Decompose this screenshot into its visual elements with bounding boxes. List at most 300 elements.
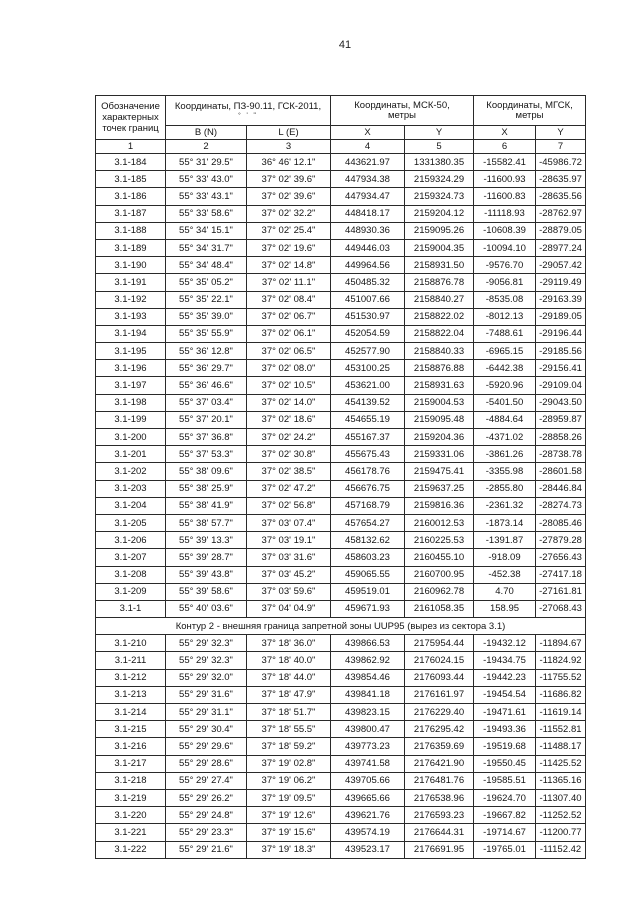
table-row xyxy=(96,789,586,806)
cell-msk-x: 439523.17 xyxy=(331,841,405,858)
cell-mgsk-y: -28085.46 xyxy=(536,514,586,531)
cell-msk-x: 458132.62 xyxy=(331,532,405,549)
table-row xyxy=(96,377,586,394)
table-row xyxy=(96,188,586,205)
cell-lon-l: 37° 02' 18.6" xyxy=(247,411,331,428)
header-sub-mgsk-y: Y xyxy=(536,126,586,140)
cell-mgsk-y: -11488.17 xyxy=(536,738,586,755)
cell-lat-b: 55° 35' 22.1" xyxy=(166,291,247,308)
cell-lat-b: 55° 38' 09.6" xyxy=(166,463,247,480)
cell-msk-x: 439800.47 xyxy=(331,721,405,738)
cell-lon-l: 37° 02' 32.2" xyxy=(247,205,331,222)
cell-mgsk-y: -11686.82 xyxy=(536,686,586,703)
cell-lat-b: 55° 37' 03.4" xyxy=(166,394,247,411)
cell-mgsk-x: -2855.80 xyxy=(474,480,536,497)
cell-mgsk-x: -918.09 xyxy=(474,549,536,566)
cell-mgsk-y: -29057.42 xyxy=(536,257,586,274)
cell-point-id: 3.1-190 xyxy=(96,257,166,274)
table-row xyxy=(96,738,586,755)
cell-msk-x: 447934.47 xyxy=(331,188,405,205)
cell-mgsk-x: -8012.13 xyxy=(474,308,536,325)
cell-lat-b: 55° 39' 28.7" xyxy=(166,549,247,566)
header-sub-msk-x: X xyxy=(331,126,405,140)
cell-mgsk-x: -19714.67 xyxy=(474,824,536,841)
cell-mgsk-x: -19493.36 xyxy=(474,721,536,738)
table-row xyxy=(96,652,586,669)
cell-mgsk-x: -19667.82 xyxy=(474,807,536,824)
cell-msk-x: 450485.32 xyxy=(331,274,405,291)
cell-msk-y: 2176481.76 xyxy=(405,772,474,789)
header-row-subcolumns xyxy=(96,126,586,140)
cell-mgsk-x: -4371.02 xyxy=(474,429,536,446)
table-row xyxy=(96,583,586,600)
cell-mgsk-x: -19434.75 xyxy=(474,652,536,669)
header-group-pz90-units: ° ' " xyxy=(238,112,258,119)
table-row xyxy=(96,532,586,549)
cell-msk-x: 454139.52 xyxy=(331,394,405,411)
cell-lon-l: 37° 18' 44.0" xyxy=(247,669,331,686)
cell-mgsk-x: -452.38 xyxy=(474,566,536,583)
cell-point-id: 3.1-203 xyxy=(96,480,166,497)
cell-mgsk-y: -29043.50 xyxy=(536,394,586,411)
header-sub-msk-y: Y xyxy=(405,126,474,140)
cell-msk-y: 2158822.04 xyxy=(405,325,474,342)
cell-lon-l: 37° 02' 06.1" xyxy=(247,325,331,342)
cell-lon-l: 37° 18' 47.9" xyxy=(247,686,331,703)
cell-mgsk-x: -19585.51 xyxy=(474,772,536,789)
cell-lat-b: 55° 38' 25.9" xyxy=(166,480,247,497)
cell-msk-x: 439705.66 xyxy=(331,772,405,789)
cell-msk-y: 2159095.26 xyxy=(405,222,474,239)
cell-msk-y: 1331380.35 xyxy=(405,154,474,171)
cell-lon-l: 37° 03' 45.2" xyxy=(247,566,331,583)
cell-lat-b: 55° 33' 43.1" xyxy=(166,188,247,205)
cell-mgsk-x: -15582.41 xyxy=(474,154,536,171)
cell-msk-x: 459519.01 xyxy=(331,583,405,600)
cell-msk-y: 2159324.73 xyxy=(405,188,474,205)
table-row xyxy=(96,704,586,721)
cell-mgsk-x: -19432.12 xyxy=(474,635,536,652)
cell-point-id: 3.1-1 xyxy=(96,600,166,617)
cell-mgsk-y: -11894.67 xyxy=(536,635,586,652)
table-row xyxy=(96,600,586,617)
cell-point-id: 3.1-201 xyxy=(96,446,166,463)
cell-point-id: 3.1-213 xyxy=(96,686,166,703)
table-row xyxy=(96,291,586,308)
cell-msk-y: 2158840.33 xyxy=(405,343,474,360)
cell-msk-x: 439773.23 xyxy=(331,738,405,755)
section-row xyxy=(96,618,586,635)
column-number: 7 xyxy=(536,140,586,154)
cell-lat-b: 55° 29' 26.2" xyxy=(166,789,247,806)
cell-msk-y: 2160455.10 xyxy=(405,549,474,566)
cell-mgsk-x: -19519.68 xyxy=(474,738,536,755)
cell-msk-x: 453100.25 xyxy=(331,360,405,377)
cell-msk-x: 439741.58 xyxy=(331,755,405,772)
table-header xyxy=(96,96,586,154)
cell-mgsk-x: -9576.70 xyxy=(474,257,536,274)
table-row xyxy=(96,669,586,686)
cell-mgsk-y: -28446.84 xyxy=(536,480,586,497)
cell-lat-b: 55° 29' 27.4" xyxy=(166,772,247,789)
cell-point-id: 3.1-191 xyxy=(96,274,166,291)
cell-point-id: 3.1-209 xyxy=(96,583,166,600)
cell-msk-y: 2160962.78 xyxy=(405,583,474,600)
cell-mgsk-y: -29119.49 xyxy=(536,274,586,291)
header-group-msk50-units: метры xyxy=(388,110,416,121)
cell-lat-b: 55° 29' 32.0" xyxy=(166,669,247,686)
cell-lat-b: 55° 38' 57.7" xyxy=(166,514,247,531)
cell-lon-l: 37° 02' 06.5" xyxy=(247,343,331,360)
cell-mgsk-y: -28635.97 xyxy=(536,171,586,188)
cell-lon-l: 37° 18' 59.2" xyxy=(247,738,331,755)
cell-lat-b: 55° 38' 41.9" xyxy=(166,497,247,514)
cell-lat-b: 55° 36' 12.8" xyxy=(166,343,247,360)
cell-point-id: 3.1-194 xyxy=(96,325,166,342)
cell-lon-l: 37° 03' 31.6" xyxy=(247,549,331,566)
cell-lat-b: 55° 36' 46.6" xyxy=(166,377,247,394)
cell-mgsk-y: -27161.81 xyxy=(536,583,586,600)
table-row xyxy=(96,222,586,239)
cell-mgsk-x: -19765.01 xyxy=(474,841,536,858)
cell-msk-x: 452054.59 xyxy=(331,325,405,342)
cell-msk-y: 2176593.23 xyxy=(405,807,474,824)
cell-mgsk-x: -7488.61 xyxy=(474,325,536,342)
cell-mgsk-y: -28879.05 xyxy=(536,222,586,239)
cell-mgsk-x: -8535.08 xyxy=(474,291,536,308)
table-row xyxy=(96,497,586,514)
cell-lon-l: 37° 02' 08.4" xyxy=(247,291,331,308)
cell-msk-x: 439841.18 xyxy=(331,686,405,703)
cell-point-id: 3.1-197 xyxy=(96,377,166,394)
cell-mgsk-y: -27417.18 xyxy=(536,566,586,583)
cell-point-id: 3.1-199 xyxy=(96,411,166,428)
cell-msk-x: 456178.76 xyxy=(331,463,405,480)
cell-msk-y: 2176093.44 xyxy=(405,669,474,686)
cell-point-id: 3.1-215 xyxy=(96,721,166,738)
cell-msk-y: 2159204.12 xyxy=(405,205,474,222)
cell-mgsk-x: -1391.87 xyxy=(474,532,536,549)
column-number: 4 xyxy=(331,140,405,154)
cell-point-id: 3.1-198 xyxy=(96,394,166,411)
cell-lat-b: 55° 29' 31.6" xyxy=(166,686,247,703)
header-group-pz90 xyxy=(166,96,331,126)
cell-lon-l: 37° 02' 30.8" xyxy=(247,446,331,463)
cell-msk-y: 2175954.44 xyxy=(405,635,474,652)
cell-msk-x: 451007.66 xyxy=(331,291,405,308)
cell-lon-l: 37° 19' 02.8" xyxy=(247,755,331,772)
cell-point-id: 3.1-188 xyxy=(96,222,166,239)
cell-point-id: 3.1-205 xyxy=(96,514,166,531)
cell-point-id: 3.1-186 xyxy=(96,188,166,205)
cell-mgsk-y: -11252.52 xyxy=(536,807,586,824)
cell-lon-l: 37° 03' 19.1" xyxy=(247,532,331,549)
header-row-column-numbers xyxy=(96,140,586,154)
cell-lat-b: 55° 34' 31.7" xyxy=(166,239,247,256)
cell-mgsk-x: -1873.14 xyxy=(474,514,536,531)
cell-msk-y: 2159331.06 xyxy=(405,446,474,463)
cell-msk-x: 449446.03 xyxy=(331,239,405,256)
cell-point-id: 3.1-206 xyxy=(96,532,166,549)
cell-msk-y: 2159204.36 xyxy=(405,429,474,446)
cell-mgsk-y: -11619.14 xyxy=(536,704,586,721)
cell-mgsk-x: -3861.26 xyxy=(474,446,536,463)
cell-lon-l: 37° 19' 15.6" xyxy=(247,824,331,841)
cell-msk-x: 439823.15 xyxy=(331,704,405,721)
cell-msk-x: 439854.46 xyxy=(331,669,405,686)
cell-mgsk-y: -28959.87 xyxy=(536,411,586,428)
cell-msk-x: 454655.19 xyxy=(331,411,405,428)
cell-point-id: 3.1-221 xyxy=(96,824,166,841)
cell-msk-x: 448930.36 xyxy=(331,222,405,239)
cell-lon-l: 37° 02' 56.8" xyxy=(247,497,331,514)
cell-msk-y: 2158876.88 xyxy=(405,360,474,377)
table-row xyxy=(96,686,586,703)
cell-mgsk-x: 4.70 xyxy=(474,583,536,600)
cell-lon-l: 37° 03' 59.6" xyxy=(247,583,331,600)
cell-msk-y: 2159475.41 xyxy=(405,463,474,480)
cell-msk-x: 451530.97 xyxy=(331,308,405,325)
cell-msk-y: 2159004.35 xyxy=(405,239,474,256)
table-row xyxy=(96,480,586,497)
table-row xyxy=(96,394,586,411)
cell-msk-y: 2159637.25 xyxy=(405,480,474,497)
cell-msk-y: 2176644.31 xyxy=(405,824,474,841)
table-row xyxy=(96,274,586,291)
cell-point-id: 3.1-200 xyxy=(96,429,166,446)
cell-msk-x: 448418.17 xyxy=(331,205,405,222)
cell-point-id: 3.1-204 xyxy=(96,497,166,514)
cell-msk-y: 2176229.40 xyxy=(405,704,474,721)
cell-msk-y: 2158840.27 xyxy=(405,291,474,308)
cell-mgsk-x: -10608.39 xyxy=(474,222,536,239)
table-row xyxy=(96,429,586,446)
cell-mgsk-y: -29163.39 xyxy=(536,291,586,308)
cell-msk-y: 2159004.53 xyxy=(405,394,474,411)
header-group-mgsk xyxy=(474,96,586,126)
table-row xyxy=(96,566,586,583)
table-row xyxy=(96,325,586,342)
cell-point-id: 3.1-219 xyxy=(96,789,166,806)
table-row xyxy=(96,308,586,325)
cell-lon-l: 37° 02' 39.6" xyxy=(247,188,331,205)
page-number: 41 xyxy=(338,39,352,51)
cell-point-id: 3.1-193 xyxy=(96,308,166,325)
table-row xyxy=(96,721,586,738)
cell-msk-y: 2159324.29 xyxy=(405,171,474,188)
section-title: Контур 2 - внешняя граница запретной зоны UUP95 (вырез из сектора 3.1) xyxy=(96,618,586,635)
table-row xyxy=(96,154,586,171)
cell-mgsk-x: -4884.64 xyxy=(474,411,536,428)
cell-mgsk-x: -10094.10 xyxy=(474,239,536,256)
cell-mgsk-y: -27068.43 xyxy=(536,600,586,617)
cell-msk-x: 449964.56 xyxy=(331,257,405,274)
cell-mgsk-x: -19624.70 xyxy=(474,789,536,806)
cell-mgsk-y: -11152.42 xyxy=(536,841,586,858)
cell-msk-x: 455167.37 xyxy=(331,429,405,446)
cell-msk-y: 2161058.35 xyxy=(405,600,474,617)
column-number: 2 xyxy=(166,140,247,154)
column-number: 6 xyxy=(474,140,536,154)
cell-msk-x: 439621.76 xyxy=(331,807,405,824)
table-row xyxy=(96,514,586,531)
header-group-msk50-title: Координаты, МСК-50, xyxy=(354,100,450,111)
cell-mgsk-y: -29196.44 xyxy=(536,325,586,342)
cell-lon-l: 37° 02' 24.2" xyxy=(247,429,331,446)
cell-lon-l: 37° 02' 25.4" xyxy=(247,222,331,239)
cell-msk-x: 459065.55 xyxy=(331,566,405,583)
cell-lat-b: 55° 29' 29.6" xyxy=(166,738,247,755)
cell-msk-y: 2160225.53 xyxy=(405,532,474,549)
cell-lat-b: 55° 37' 20.1" xyxy=(166,411,247,428)
cell-mgsk-y: -11365.16 xyxy=(536,772,586,789)
column-number: 1 xyxy=(96,140,166,154)
cell-mgsk-y: -28738.78 xyxy=(536,446,586,463)
table-row xyxy=(96,549,586,566)
cell-lat-b: 55° 39' 43.8" xyxy=(166,566,247,583)
cell-point-id: 3.1-211 xyxy=(96,652,166,669)
cell-mgsk-y: -29185.56 xyxy=(536,343,586,360)
cell-lon-l: 37° 19' 12.6" xyxy=(247,807,331,824)
cell-msk-y: 2176691.95 xyxy=(405,841,474,858)
cell-point-id: 3.1-187 xyxy=(96,205,166,222)
cell-mgsk-y: -28858.26 xyxy=(536,429,586,446)
cell-lon-l: 37° 04' 04.9" xyxy=(247,600,331,617)
cell-point-id: 3.1-220 xyxy=(96,807,166,824)
cell-msk-y: 2176538.96 xyxy=(405,789,474,806)
cell-msk-y: 2176421.90 xyxy=(405,755,474,772)
cell-lat-b: 55° 36' 29.7" xyxy=(166,360,247,377)
header-sub-l-e: L (E) xyxy=(247,126,331,140)
cell-lat-b: 55° 39' 13.3" xyxy=(166,532,247,549)
cell-mgsk-x: -19471.61 xyxy=(474,704,536,721)
cell-msk-x: 439665.66 xyxy=(331,789,405,806)
cell-lon-l: 37° 02' 11.1" xyxy=(247,274,331,291)
cell-mgsk-x: -3355.98 xyxy=(474,463,536,480)
cell-lat-b: 55° 29' 23.3" xyxy=(166,824,247,841)
table-row xyxy=(96,635,586,652)
cell-mgsk-y: -28977.24 xyxy=(536,239,586,256)
cell-mgsk-x: -19454.54 xyxy=(474,686,536,703)
header-sub-mgsk-x: X xyxy=(474,126,536,140)
cell-lat-b: 55° 33' 43.0" xyxy=(166,171,247,188)
cell-msk-x: 458603.23 xyxy=(331,549,405,566)
cell-msk-x: 457168.79 xyxy=(331,497,405,514)
cell-mgsk-y: -11200.77 xyxy=(536,824,586,841)
table-row xyxy=(96,239,586,256)
table-row xyxy=(96,841,586,858)
table-row xyxy=(96,411,586,428)
cell-lon-l: 37° 02' 47.2" xyxy=(247,480,331,497)
table-row xyxy=(96,343,586,360)
table-row xyxy=(96,824,586,841)
table-row xyxy=(96,755,586,772)
cell-lon-l: 37° 19' 09.5" xyxy=(247,789,331,806)
cell-mgsk-x: -19550.45 xyxy=(474,755,536,772)
cell-mgsk-y: -45986.72 xyxy=(536,154,586,171)
column-number: 5 xyxy=(405,140,474,154)
cell-lat-b: 55° 29' 30.4" xyxy=(166,721,247,738)
cell-msk-x: 443621.97 xyxy=(331,154,405,171)
cell-lon-l: 37° 02' 14.8" xyxy=(247,257,331,274)
header-point-designation: Обозначение характерных точек границ xyxy=(96,96,166,140)
cell-lat-b: 55° 34' 48.4" xyxy=(166,257,247,274)
cell-lon-l: 37° 18' 55.5" xyxy=(247,721,331,738)
cell-msk-x: 457654.27 xyxy=(331,514,405,531)
cell-msk-x: 439574.19 xyxy=(331,824,405,841)
cell-msk-y: 2158822.02 xyxy=(405,308,474,325)
cell-lat-b: 55° 37' 36.8" xyxy=(166,429,247,446)
cell-lon-l: 37° 03' 07.4" xyxy=(247,514,331,531)
cell-msk-y: 2159095.48 xyxy=(405,411,474,428)
cell-msk-x: 456676.75 xyxy=(331,480,405,497)
cell-mgsk-y: -28635.56 xyxy=(536,188,586,205)
cell-mgsk-y: -28274.73 xyxy=(536,497,586,514)
header-group-mgsk-title: Координаты, МГСК, xyxy=(486,100,573,111)
table-row xyxy=(96,463,586,480)
cell-point-id: 3.1-222 xyxy=(96,841,166,858)
cell-point-id: 3.1-218 xyxy=(96,772,166,789)
cell-mgsk-x: -11600.83 xyxy=(474,188,536,205)
cell-msk-x: 455675.43 xyxy=(331,446,405,463)
cell-msk-y: 2160012.53 xyxy=(405,514,474,531)
cell-mgsk-x: -9056.81 xyxy=(474,274,536,291)
cell-lon-l: 37° 02' 10.5" xyxy=(247,377,331,394)
cell-msk-x: 439862.92 xyxy=(331,652,405,669)
header-sub-b-n: B (N) xyxy=(166,126,247,140)
cell-lon-l: 36° 46' 12.1" xyxy=(247,154,331,171)
cell-lat-b: 55° 29' 28.6" xyxy=(166,755,247,772)
cell-lon-l: 37° 02' 06.7" xyxy=(247,308,331,325)
cell-lat-b: 55° 35' 55.9" xyxy=(166,325,247,342)
cell-mgsk-x: 158.95 xyxy=(474,600,536,617)
cell-msk-x: 439866.53 xyxy=(331,635,405,652)
cell-lon-l: 37° 18' 40.0" xyxy=(247,652,331,669)
cell-point-id: 3.1-189 xyxy=(96,239,166,256)
cell-mgsk-y: -27656.43 xyxy=(536,549,586,566)
cell-lon-l: 37° 19' 06.2" xyxy=(247,772,331,789)
cell-point-id: 3.1-217 xyxy=(96,755,166,772)
table-row xyxy=(96,171,586,188)
cell-mgsk-y: -11755.52 xyxy=(536,669,586,686)
cell-mgsk-x: -11118.93 xyxy=(474,205,536,222)
cell-lat-b: 55° 39' 58.6" xyxy=(166,583,247,600)
table-row xyxy=(96,257,586,274)
cell-lat-b: 55° 31' 29.5" xyxy=(166,154,247,171)
cell-point-id: 3.1-208 xyxy=(96,566,166,583)
cell-lon-l: 37° 02' 39.6" xyxy=(247,171,331,188)
table-row xyxy=(96,807,586,824)
cell-lat-b: 55° 37' 53.3" xyxy=(166,446,247,463)
cell-point-id: 3.1-210 xyxy=(96,635,166,652)
cell-mgsk-y: -29156.41 xyxy=(536,360,586,377)
coordinates-table xyxy=(95,95,586,859)
cell-point-id: 3.1-196 xyxy=(96,360,166,377)
cell-lon-l: 37° 02' 19.6" xyxy=(247,239,331,256)
table-body xyxy=(96,154,586,618)
table-row xyxy=(96,360,586,377)
cell-lat-b: 55° 35' 39.0" xyxy=(166,308,247,325)
cell-mgsk-y: -11552.81 xyxy=(536,721,586,738)
cell-lat-b: 55° 33' 58.6" xyxy=(166,205,247,222)
cell-point-id: 3.1-216 xyxy=(96,738,166,755)
cell-mgsk-y: -28762.97 xyxy=(536,205,586,222)
cell-msk-y: 2176024.15 xyxy=(405,652,474,669)
header-group-pz90-title: Координаты, ПЗ-90.11, ГСК-2011, xyxy=(174,101,322,112)
cell-mgsk-x: -5920.96 xyxy=(474,377,536,394)
cell-lat-b: 55° 29' 24.8" xyxy=(166,807,247,824)
cell-mgsk-x: -11600.93 xyxy=(474,171,536,188)
